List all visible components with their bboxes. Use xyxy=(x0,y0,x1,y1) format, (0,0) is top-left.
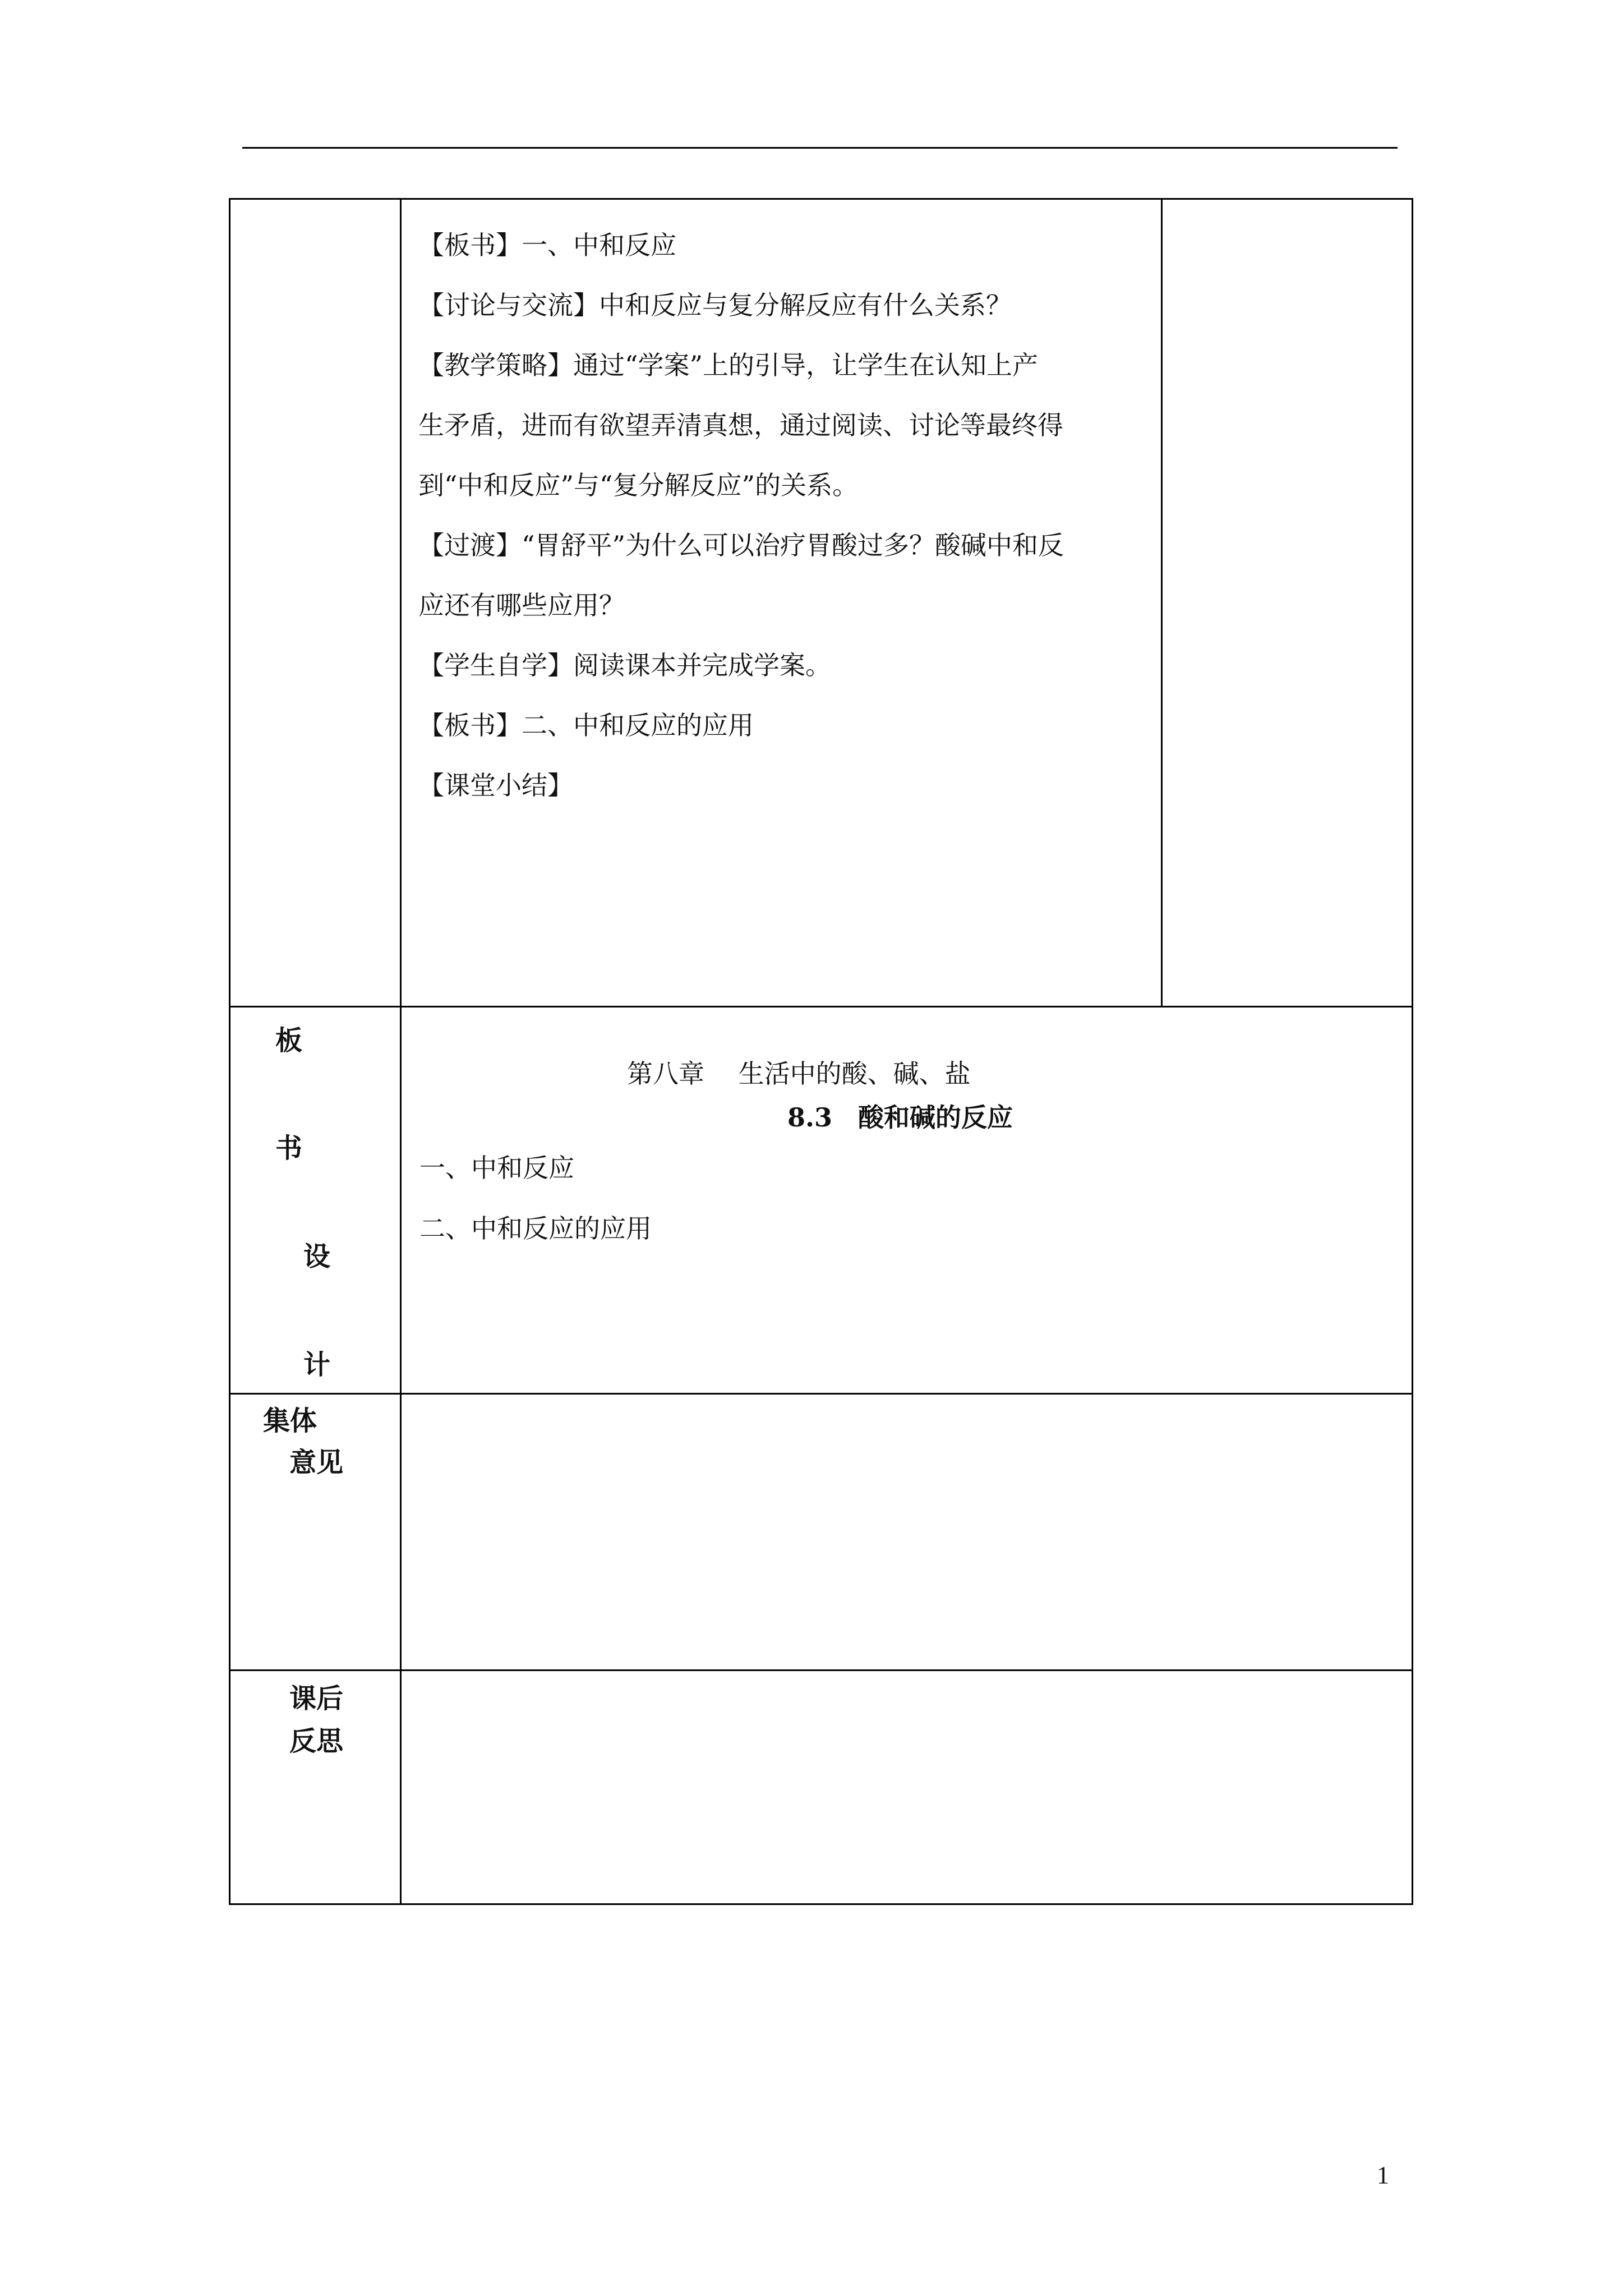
board-design-label-cell xyxy=(230,1007,401,1394)
collective-opinion-label-line: 集体 xyxy=(263,1405,317,1437)
board-design-label-char: 计 xyxy=(303,1349,331,1381)
board-design-label-char: 板 xyxy=(275,1025,303,1056)
process-line: 应还有哪些应用？ xyxy=(418,590,625,620)
board-chapter-title: 第八章 生活中的酸、碱、盐 xyxy=(627,1059,971,1089)
board-item: 一、中和反应 xyxy=(419,1153,574,1183)
board-design-label-char: 设 xyxy=(303,1241,331,1272)
board-section-title: 8.3 酸和碱的反应 xyxy=(787,1102,1013,1133)
process-line: 【学生自学】阅读课本并完成学案。 xyxy=(418,650,831,680)
process-row xyxy=(230,199,1413,1007)
process-line: 【过渡】“胃舒平”为什么可以治疗胃酸过多？酸碱中和反 xyxy=(418,530,1064,560)
collective-opinion-label-cell xyxy=(230,1394,401,1671)
process-line: 到“中和反应”与“复分解反应”的关系。 xyxy=(418,470,859,500)
reflection-label-line: 课后 xyxy=(289,1683,344,1714)
board-design-label-char: 书 xyxy=(275,1133,303,1164)
lesson-plan-table xyxy=(229,198,1413,1905)
reflection-label-line: 反思 xyxy=(289,1726,344,1757)
reflection-content-cell xyxy=(401,1671,1413,1904)
header-rule xyxy=(242,147,1398,149)
process-line: 【课堂小结】 xyxy=(418,770,573,800)
collective-opinion-row xyxy=(230,1394,1413,1671)
process-content-cell xyxy=(401,199,1162,1007)
reflection-label-cell xyxy=(230,1671,401,1904)
board-design-row xyxy=(230,1007,1413,1394)
process-line: 生矛盾，进而有欲望弄清真想，通过阅读、讨论等最终得 xyxy=(418,410,1063,440)
reflection-row xyxy=(230,1671,1413,1904)
board-item: 二、中和反应的应用 xyxy=(419,1213,652,1244)
process-line: 【讨论与交流】中和反应与复分解反应有什么关系？ xyxy=(418,290,1012,320)
process-line: 【板书】二、中和反应的应用 xyxy=(418,710,754,740)
process-notes-cell xyxy=(1162,199,1413,1007)
board-design-content-cell xyxy=(401,1007,1413,1394)
collective-opinion-content-cell xyxy=(401,1394,1413,1671)
process-line: 【教学策略】通过“学案”上的引导，让学生在认知上产 xyxy=(418,350,1039,380)
collective-opinion-label-line: 意见 xyxy=(289,1447,344,1478)
process-line: 【板书】一、中和反应 xyxy=(418,230,676,260)
page-number: 1 xyxy=(1377,2161,1389,2189)
process-label-cell xyxy=(230,199,401,1007)
